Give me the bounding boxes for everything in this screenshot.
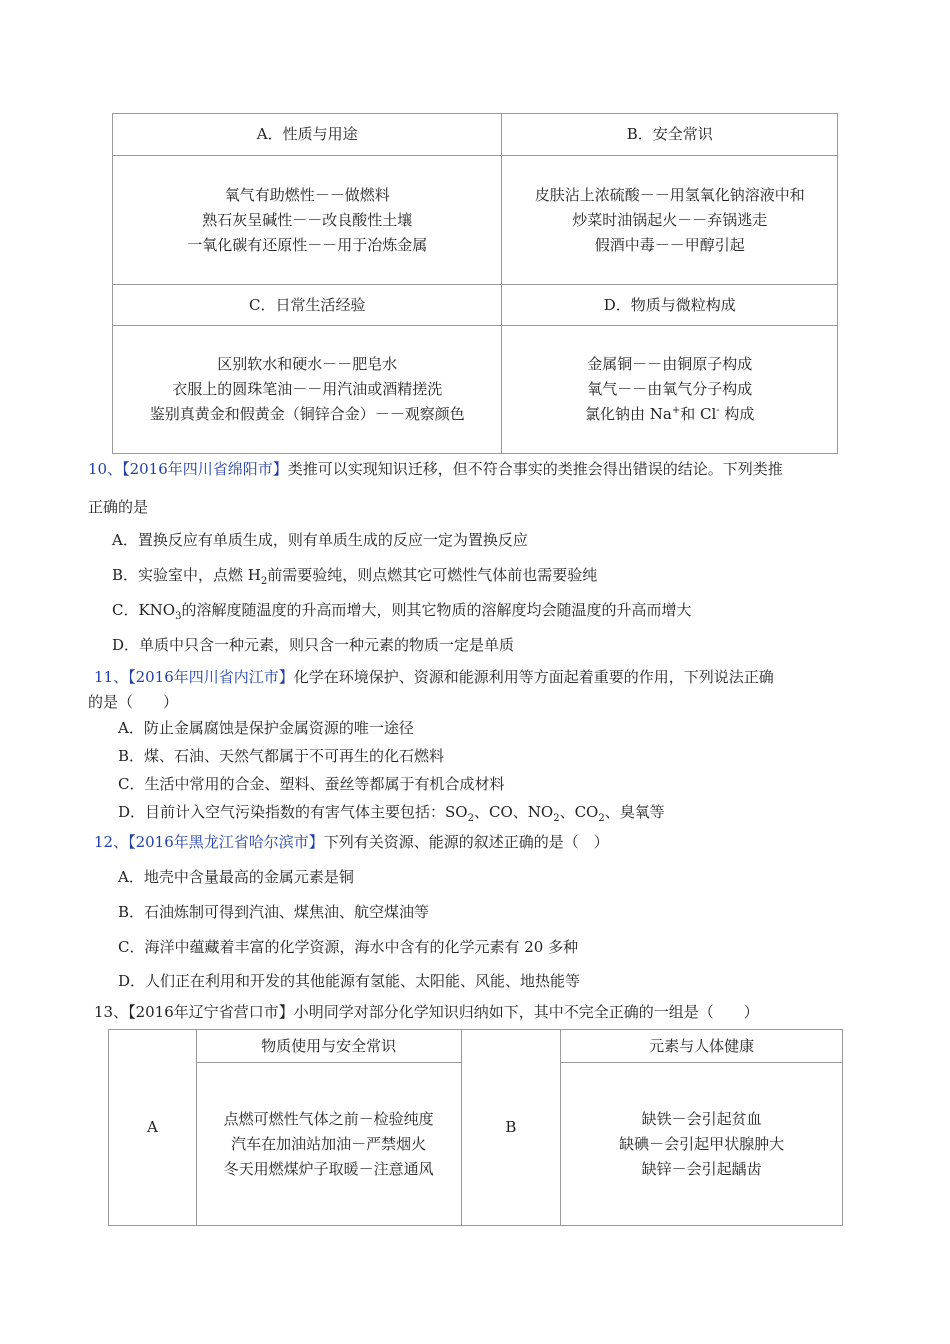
question-11-stem <box>94 666 774 687</box>
q11-option-c: C．生活中常用的合金、塑料、蚕丝等都属于有机合成材料 <box>118 775 505 793</box>
cell-C-line: 鉴别真黄金和假黄金（铜锌合金）－－观察颜色 <box>149 405 465 423</box>
cell-A-line: 氧气有助燃性－－做燃料 <box>224 185 390 204</box>
q11-option-d: D．目前计入空气污染指数的有害气体主要包括：$SO_2$、CO、$NO_2$、$CO_2$、臭氧等 <box>118 803 665 824</box>
cell-B-line: 缺碘－会引起甲状腺肿大 <box>619 1134 785 1153</box>
cell-D-line: 氧气－－由氧气分子构成 <box>587 380 753 398</box>
cell-A-line: 点燃可燃性气体之前－检验纯度 <box>223 1109 434 1128</box>
cell-C-line: 区别软水和硬水－－肥皂水 <box>217 355 398 373</box>
question-10-stem <box>88 458 783 479</box>
q12-option-b: B．石油炼制可得到汽油、煤焦油、航空煤油等 <box>118 903 430 921</box>
q10-option-c: C．$KNO_3$的溶解度随温度的升高而增大，则其它物质的溶解度均会随温度的升高而增大 <box>112 601 692 622</box>
question-text: 类推可以实现知识迁移，但不符合事实的类推会得出错误的结论。下列类推 <box>287 460 783 478</box>
cell-B-line: 假酒中毒－－甲醇引起 <box>594 235 745 254</box>
question-12-stem <box>94 831 609 852</box>
cell-B-content <box>561 1063 843 1226</box>
cell-D-line: 氯化钠由 Na+和 Cl- 构成 <box>584 405 755 423</box>
question-number: 12、 <box>94 833 129 851</box>
cell-B-line: 缺锌－会引起龋齿 <box>641 1159 762 1178</box>
q10-option-d: D．单质中只含一种元素，则只含一种元素的物质一定是单质 <box>112 636 515 654</box>
question-text: 下列有关资源、能源的叙述正确的是（ ） <box>323 833 609 851</box>
cell-A-header: 物质使用与安全常识 <box>196 1030 461 1063</box>
question-13-stem: 13、【2016年辽宁省营口市】小明同学对部分化学知识归纳如下，其中不完全正确的一组是（ ） <box>94 1003 759 1021</box>
question-source: 【2016年四川省内江市】 <box>128 668 294 686</box>
q11-option-b: B．煤、石油、天然气都属于不可再生的化石燃料 <box>118 747 445 765</box>
q12-option-d: D．人们正在利用和开发的其他能源有氢能、太阳能、风能、地热能等 <box>118 972 581 990</box>
cell-B-line: 皮肤沾上浓硫酸－－用氢氧化钠溶液中和 <box>534 185 805 204</box>
cell-A-header: A．性质与用途 <box>113 114 502 156</box>
question-text: 化学在环境保护、资源和能源利用等方面起着重要的作用，下列说法正确 <box>293 668 774 686</box>
cell-C-content <box>113 326 502 454</box>
question-number: 11、 <box>94 668 129 686</box>
question-10-stem-cont: 正确的是 <box>88 498 149 516</box>
cell-D-content <box>502 326 838 454</box>
question-source: 【2016年四川省绵阳市】 <box>122 460 288 478</box>
cell-A-line: 冬天用燃煤炉子取暖－注意通风 <box>223 1159 434 1178</box>
q10-option-b: B．实验室中，点燃 $H_2$前需要验纯，则点燃其它可燃性气体前也需要验纯 <box>112 566 598 587</box>
cell-B-line: 缺铁－会引起贫血 <box>641 1109 762 1128</box>
cell-D-line: 金属铜－－由铜原子构成 <box>587 355 753 373</box>
cell-B-line: 炒菜时油锅起火－－弃锅逃走 <box>572 210 768 229</box>
knowledge-table-2 <box>108 1029 843 1226</box>
q11-option-a: A．防止金属腐蚀是保护金属资源的唯一途径 <box>118 719 414 737</box>
q12-option-c: C．海洋中蕴藏着丰富的化学资源，海水中含有的化学元素有 20 多种 <box>118 938 579 956</box>
cell-B-label: B <box>461 1030 561 1226</box>
cell-A-content <box>113 156 502 285</box>
cell-A-label: A <box>109 1030 197 1226</box>
cell-B-header: 元素与人体健康 <box>561 1030 843 1063</box>
cell-B-header: B．安全常识 <box>502 114 838 156</box>
cell-A-line: 汽车在加油站加油－严禁烟火 <box>231 1134 427 1153</box>
q10-option-a: A．置换反应有单质生成，则有单质生成的反应一定为置换反应 <box>112 531 528 549</box>
cell-A-line: 一氧化碳有还原性－－用于冶炼金属 <box>187 235 428 254</box>
q12-option-a: A．地壳中含量最高的金属元素是铜 <box>118 868 354 886</box>
question-11-stem-cont: 的是（ ） <box>88 693 179 711</box>
cell-A-content <box>196 1063 461 1226</box>
cell-C-line: 衣服上的圆珠笔油－－用汽油或酒精搓洗 <box>172 380 443 398</box>
knowledge-table-1 <box>112 113 838 454</box>
question-number: 10、 <box>88 460 123 478</box>
question-source: 【2016年黑龙江省哈尔滨市】 <box>128 833 324 851</box>
cell-C-header: C．日常生活经验 <box>113 285 502 326</box>
cell-D-header: D．物质与微粒构成 <box>502 285 838 326</box>
cell-A-line: 熟石灰呈碱性－－改良酸性土壤 <box>202 210 413 229</box>
cell-B-content <box>502 156 838 285</box>
